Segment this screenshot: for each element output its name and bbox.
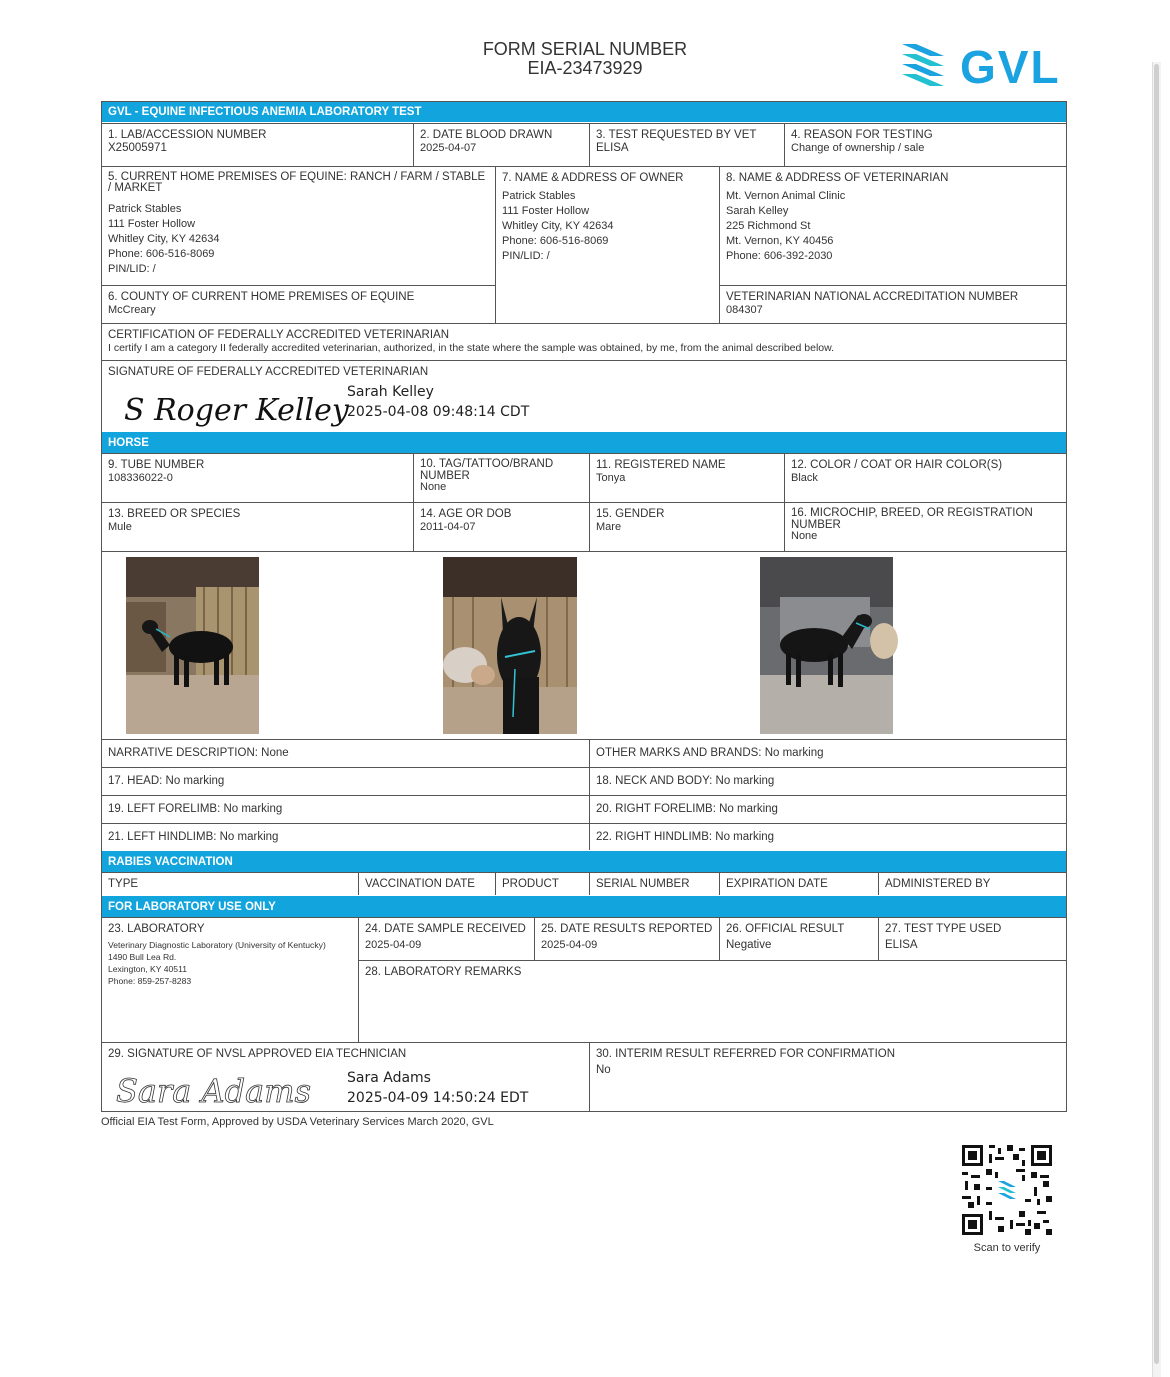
- other-marks-text: OTHER MARKS AND BRANDS: No marking: [596, 747, 824, 759]
- premises-line: Phone: 606-516-8069: [108, 248, 215, 260]
- qr-code-icon[interactable]: [962, 1145, 1052, 1235]
- other-marks-cell: [589, 739, 1066, 767]
- rabies-col-label: EXPIRATION DATE: [726, 878, 828, 890]
- certification-text: I certify I am a category II federally accredited veterinarian, authorized, in the state where the sample was obtained, by me, from the animal described below.: [108, 341, 835, 354]
- breed-label: 13. BREED OR SPECIES: [108, 508, 241, 520]
- microchip-label-cont: NUMBER: [791, 518, 841, 531]
- color-value: Black: [791, 471, 818, 484]
- gender-label: 15. GENDER: [596, 508, 665, 520]
- vet-signature-name: Sarah Kelley: [347, 384, 434, 400]
- lab-accession-value: X25005971: [108, 141, 167, 154]
- rabies-col-expiration: [719, 872, 878, 895]
- rabies-col-label: TYPE: [108, 878, 139, 890]
- microchip-cell: [784, 502, 1066, 551]
- certification-cell: [102, 323, 1066, 360]
- reason-cell: [784, 123, 1066, 166]
- vet-line: 225 Richmond St: [726, 219, 811, 232]
- tech-signature-name: Sara Adams: [347, 1070, 431, 1086]
- right-forelimb-text: 20. RIGHT FORELIMB: No marking: [596, 803, 778, 815]
- premises-line: Patrick Stables: [108, 203, 182, 215]
- narrative-cell: [102, 739, 589, 767]
- lab-accession-cell: [102, 123, 413, 166]
- date-drawn-label: 2. DATE BLOOD DRAWN: [420, 129, 553, 141]
- tag-cell: [413, 453, 589, 502]
- vet-line: Sarah Kelley: [726, 204, 789, 217]
- vet-signature-time: 2025-04-08 09:48:14 CDT: [347, 404, 530, 420]
- official-result-value: Negative: [726, 938, 772, 951]
- date-received-label: 24. DATE SAMPLE RECEIVED: [365, 923, 526, 935]
- reason-value: Change of ownership / sale: [791, 141, 925, 154]
- registered-name-cell: [589, 453, 784, 502]
- breed-value: Mule: [108, 520, 132, 533]
- accreditation-cell: [719, 285, 1066, 323]
- tag-label-cont: NUMBER: [420, 469, 470, 482]
- vet-line: Mt. Vernon, KY 40456: [726, 234, 834, 247]
- accreditation-label: VETERINARIAN NATIONAL ACCREDITATION NUMBER: [726, 291, 1019, 303]
- certification-label: CERTIFICATION OF FEDERALLY ACCREDITED VETERINARIAN: [108, 329, 450, 341]
- premises-line: Whitley City, KY 42634: [108, 233, 220, 245]
- serial-number: EIA-23473929: [527, 58, 643, 78]
- laboratory-line: Veterinary Diagnostic Laboratory (University of Kentucky): [108, 939, 326, 950]
- laboratory-line: Lexington, KY 40511: [108, 963, 188, 974]
- date-drawn-cell: [413, 123, 589, 166]
- laboratory-line: 1490 Bull Lea Rd.: [108, 951, 177, 962]
- date-received-value: 2025-04-09: [365, 938, 422, 951]
- horse-photo-side-right[interactable]: [760, 557, 893, 734]
- vet-line: Phone: 606-392-2030: [726, 249, 833, 262]
- date-reported-label: 25. DATE RESULTS REPORTED: [541, 923, 713, 935]
- head-cell: [102, 767, 589, 795]
- premises-cell: [102, 166, 495, 285]
- interim-result-label: 30. INTERIM RESULT REFERRED FOR CONFIRMATION: [596, 1048, 896, 1060]
- test-type-cell: [878, 917, 1066, 960]
- test-type-label: 27. TEST TYPE USED: [885, 923, 1002, 935]
- age-cell: [413, 502, 589, 551]
- rabies-col-administered: [878, 872, 1066, 895]
- gvl-logo-text: GVL: [960, 41, 1061, 93]
- section-title-rabies: RABIES VACCINATION: [102, 851, 1066, 872]
- county-label: 6. COUNTY OF CURRENT HOME PREMISES OF EQUINE: [108, 291, 415, 303]
- neck-text: 18. NECK AND BODY: No marking: [596, 775, 775, 787]
- footer-note: Official EIA Test Form, Approved by USDA Veterinary Services March 2020, GVL: [101, 1116, 494, 1128]
- accreditation-value: 084307: [726, 303, 763, 316]
- right-forelimb-cell: [589, 795, 1066, 823]
- gender-value: Mare: [596, 520, 622, 533]
- left-forelimb-cell: [102, 795, 589, 823]
- date-reported-cell: [534, 917, 719, 960]
- tag-value: None: [420, 481, 447, 493]
- rabies-col-serial: [589, 872, 719, 895]
- rabies-col-vaccination-date: [358, 872, 495, 895]
- registered-name-value: Tonya: [596, 471, 626, 484]
- gender-cell: [589, 502, 784, 551]
- interim-result-cell: [589, 1042, 1066, 1112]
- premises-line: PIN/LID: /: [108, 263, 156, 275]
- rabies-col-label: PRODUCT: [502, 878, 559, 890]
- breed-cell: [102, 502, 413, 551]
- test-requested-label: 3. TEST REQUESTED BY VET: [596, 129, 757, 141]
- vet-signature-script: S Roger Kelley: [124, 393, 349, 428]
- reason-label: 4. REASON FOR TESTING: [791, 129, 933, 141]
- serial-label: FORM SERIAL NUMBER: [482, 39, 688, 59]
- rabies-col-label: VACCINATION DATE: [365, 878, 475, 890]
- interim-result-value: No: [596, 1063, 611, 1076]
- microchip-label: 16. MICROCHIP, BREED, OR REGISTRATION: [791, 507, 1033, 519]
- section-title-test: GVL - EQUINE INFECTIOUS ANEMIA LABORATORY TEST: [102, 102, 1066, 122]
- vet-line: Mt. Vernon Animal Clinic: [726, 189, 846, 202]
- head-text: 17. HEAD: No marking: [108, 775, 225, 787]
- owner-line: PIN/LID: /: [502, 249, 550, 262]
- neck-cell: [589, 767, 1066, 795]
- premises-line: 111 Foster Hollow: [108, 218, 196, 230]
- scrollbar-thumb[interactable]: [1154, 64, 1159, 1364]
- registered-name-label: 11. REGISTERED NAME: [596, 459, 726, 471]
- lab-remarks-cell: [358, 960, 1066, 1042]
- vet-label: 8. NAME & ADDRESS OF VETERINARIAN: [726, 172, 949, 184]
- horse-photo-side-left[interactable]: [126, 557, 259, 734]
- tube-label: 9. TUBE NUMBER: [108, 459, 205, 471]
- date-reported-value: 2025-04-09: [541, 938, 598, 951]
- tube-value: 108336022-0: [108, 471, 173, 484]
- tech-signature-script: Sara Adams: [116, 1072, 311, 1110]
- rabies-col-product: [495, 872, 589, 895]
- official-result-label: 26. OFFICIAL RESULT: [726, 923, 845, 935]
- tube-cell: [102, 453, 413, 502]
- test-requested-cell: [589, 123, 784, 166]
- vet-cell: [719, 166, 1066, 285]
- laboratory-line: Phone: 859-257-8283: [108, 975, 192, 986]
- test-type-value: ELISA: [885, 938, 918, 951]
- owner-line: 111 Foster Hollow: [502, 204, 590, 217]
- horse-photo-front[interactable]: [443, 557, 577, 734]
- color-label: 12. COLOR / COAT OR HAIR COLOR(S): [791, 459, 1003, 471]
- laboratory-cell: [102, 917, 358, 1042]
- county-cell: [102, 285, 495, 323]
- county-value: McCreary: [108, 303, 156, 316]
- owner-cell: [495, 166, 719, 323]
- rabies-col-type: [102, 872, 358, 895]
- tech-handwritten-signature: [110, 1064, 340, 1112]
- section-title-lab: FOR LABORATORY USE ONLY: [102, 896, 1066, 917]
- test-requested-value: ELISA: [596, 141, 629, 154]
- qr-code-label: Scan to verify: [973, 1242, 1041, 1254]
- lab-remarks-label: 28. LABORATORY REMARKS: [365, 966, 522, 978]
- tag-label: 10. TAG/TATTOO/BRAND: [420, 458, 554, 470]
- tech-signature-time: 2025-04-09 14:50:24 EDT: [347, 1090, 529, 1106]
- microchip-value: None: [791, 530, 818, 542]
- official-result-cell: [719, 917, 878, 960]
- rabies-col-label: ADMINISTERED BY: [885, 878, 991, 890]
- date-received-cell: [358, 917, 534, 960]
- right-hindlimb-text: 22. RIGHT HINDLIMB: No marking: [596, 831, 775, 843]
- laboratory-label: 23. LABORATORY: [108, 923, 205, 935]
- premises-label: 5. CURRENT HOME PREMISES OF EQUINE: RANCH / FARM / STABLE / MARKET: [108, 171, 486, 194]
- owner-line: Whitley City, KY 42634: [502, 219, 614, 232]
- age-label: 14. AGE OR DOB: [420, 508, 512, 520]
- left-forelimb-text: 19. LEFT FORELIMB: No marking: [108, 803, 283, 815]
- rabies-col-label: SERIAL NUMBER: [596, 878, 690, 890]
- tech-signature-label: 29. SIGNATURE OF NVSL APPROVED EIA TECHNICIAN: [108, 1048, 407, 1060]
- color-cell: [784, 453, 1066, 502]
- owner-label: 7. NAME & ADDRESS OF OWNER: [502, 172, 684, 184]
- left-hindlimb-cell: [102, 823, 589, 850]
- right-hindlimb-cell: [589, 823, 1066, 850]
- section-title-horse: HORSE: [102, 432, 1066, 453]
- owner-line: Phone: 606-516-8069: [502, 234, 609, 247]
- left-hindlimb-text: 21. LEFT HINDLIMB: No marking: [108, 831, 279, 843]
- owner-line: Patrick Stables: [502, 189, 576, 202]
- age-value: 2011-04-07: [420, 520, 476, 533]
- date-drawn-value: 2025-04-07: [420, 141, 477, 154]
- lab-accession-label: 1. LAB/ACCESSION NUMBER: [108, 129, 267, 141]
- vet-signature-label: SIGNATURE OF FEDERALLY ACCREDITED VETERINARIAN: [108, 366, 429, 378]
- narrative-text: NARRATIVE DESCRIPTION: None: [108, 747, 289, 759]
